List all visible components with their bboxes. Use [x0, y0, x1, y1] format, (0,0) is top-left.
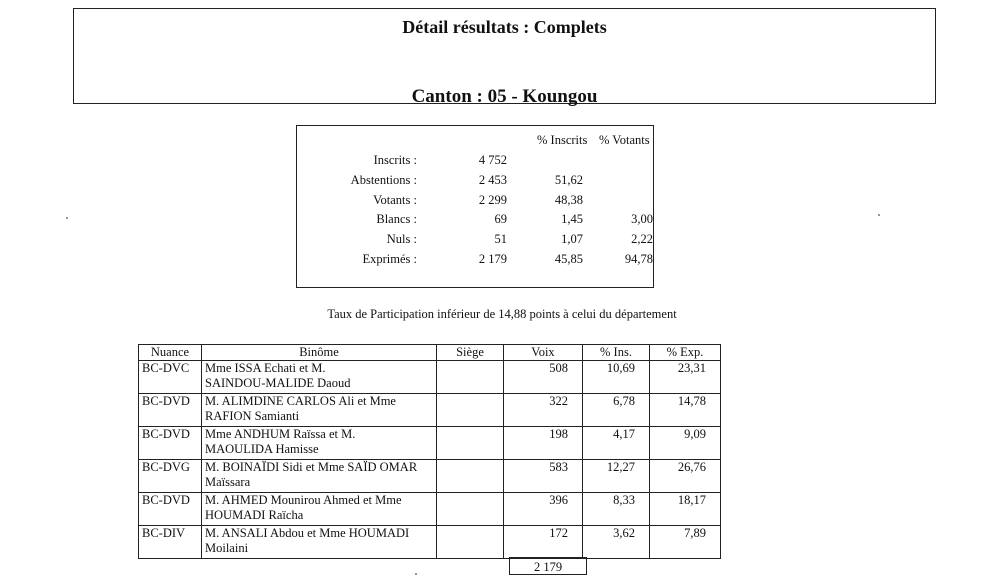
binome-line: M. AHMED Mounirou Ahmed et Mme — [205, 493, 402, 507]
cell-pct-exp: 26,76 — [650, 460, 721, 493]
table-row — [139, 427, 721, 460]
summary-box — [296, 125, 654, 288]
summary-count: 2 179 — [478, 252, 507, 266]
summary-label: Votants : — [373, 193, 417, 207]
summary-label: Abstentions : — [350, 173, 417, 187]
results-header-row — [139, 345, 721, 361]
results-table — [138, 344, 721, 559]
cell-siege — [437, 361, 504, 394]
summary-count: 2 453 — [478, 173, 507, 187]
cell-binome — [202, 394, 437, 427]
cell-pct-ins: 12,27 — [583, 460, 650, 493]
table-row — [139, 526, 721, 559]
table-row — [139, 361, 721, 394]
cell-pct-exp: 7,89 — [650, 526, 721, 559]
scan-speck — [66, 217, 68, 219]
cell-nuance: BC-DVD — [139, 427, 202, 460]
cell-siege — [437, 526, 504, 559]
col-voix: Voix — [504, 345, 583, 361]
col-header-pct-votants: % Votants — [599, 133, 650, 147]
cell-pct-exp: 14,78 — [650, 394, 721, 427]
summary-label: Inscrits : — [373, 153, 417, 167]
binome-line: Moilaini — [205, 541, 249, 555]
cell-siege — [437, 427, 504, 460]
cell-siege — [437, 460, 504, 493]
table-row — [139, 460, 721, 493]
binome-line: M. BOINAÏDI Sidi et Mme SAÏD OMAR — [205, 460, 418, 474]
summary-pct-inscrits: 51,62 — [554, 173, 583, 187]
scan-speck — [415, 573, 417, 575]
table-row — [139, 493, 721, 526]
summary-count: 4 752 — [478, 153, 507, 167]
cell-pct-exp: 23,31 — [650, 361, 721, 394]
binome-line: HOUMADI Raïcha — [205, 508, 304, 522]
cell-voix: 396 — [504, 493, 583, 526]
cell-pct-ins: 4,17 — [583, 427, 650, 460]
cell-voix: 508 — [504, 361, 583, 394]
cell-binome — [202, 361, 437, 394]
col-pct-exp: % Exp. — [650, 345, 721, 361]
binome-line: RAFION Samianti — [205, 409, 300, 423]
cell-pct-exp: 18,17 — [650, 493, 721, 526]
cell-nuance: BC-DVD — [139, 394, 202, 427]
binome-line: SAINDOU-MALIDE Daoud — [205, 376, 351, 390]
col-siege: Siège — [437, 345, 504, 361]
cell-siege — [437, 493, 504, 526]
cell-binome — [202, 427, 437, 460]
cell-voix: 172 — [504, 526, 583, 559]
binome-line: M. ANSALI Abdou et Mme HOUMADI — [205, 526, 410, 540]
summary-pct-inscrits: 48,38 — [554, 193, 583, 207]
cell-binome — [202, 526, 437, 559]
cell-nuance: BC-DVD — [139, 493, 202, 526]
cell-binome — [202, 460, 437, 493]
summary-label: Blancs : — [376, 212, 417, 226]
cell-pct-ins: 6,78 — [583, 394, 650, 427]
participation-note: Taux de Participation inférieur de 14,88 points à celui du département — [327, 307, 677, 321]
cell-pct-ins: 3,62 — [583, 526, 650, 559]
cell-voix: 198 — [504, 427, 583, 460]
col-nuance: Nuance — [139, 345, 202, 361]
binome-line: Maïssara — [205, 475, 251, 489]
summary-pct-votants: 3,00 — [631, 212, 653, 226]
summary-pct-inscrits: 45,85 — [554, 252, 583, 266]
cell-pct-exp: 9,09 — [650, 427, 721, 460]
cell-nuance: BC-DIV — [139, 526, 202, 559]
cell-pct-ins: 8,33 — [583, 493, 650, 526]
header-box — [73, 8, 936, 107]
binome-line: Mme ANDHUM Raïssa et M. — [205, 427, 356, 441]
col-header-pct-inscrits: % Inscrits — [537, 133, 588, 147]
cell-binome — [202, 493, 437, 526]
summary-pct-votants: 94,78 — [624, 252, 653, 266]
cell-nuance: BC-DVG — [139, 460, 202, 493]
binome-line: Mme ISSA Echati et M. — [205, 361, 326, 375]
summary-pct-inscrits: 1,07 — [561, 232, 583, 246]
summary-label: Nuls : — [386, 232, 417, 246]
summary-count: 69 — [494, 212, 507, 226]
summary-pct-votants: 2,22 — [631, 232, 653, 246]
table-row — [139, 394, 721, 427]
cell-pct-ins: 10,69 — [583, 361, 650, 394]
canton-title: Canton : 05 - Koungou — [411, 86, 598, 107]
cell-voix: 583 — [504, 460, 583, 493]
summary-pct-inscrits: 1,45 — [561, 212, 583, 226]
summary-label: Exprimés : — [362, 252, 417, 266]
summary-count: 2 299 — [478, 193, 507, 207]
summary-count: 51 — [494, 232, 507, 246]
col-pct-ins: % Ins. — [583, 345, 650, 361]
page-title: Détail résultats : Complets — [402, 17, 607, 37]
cell-siege — [437, 394, 504, 427]
scan-speck — [878, 214, 880, 216]
cell-nuance: BC-DVC — [139, 361, 202, 394]
binome-line: M. ALIMDINE CARLOS Ali et Mme — [205, 394, 396, 408]
cell-voix: 322 — [504, 394, 583, 427]
total-voix: 2 179 — [509, 557, 587, 575]
binome-line: MAOULIDA Hamisse — [205, 442, 319, 456]
col-binome: Binôme — [202, 345, 437, 361]
